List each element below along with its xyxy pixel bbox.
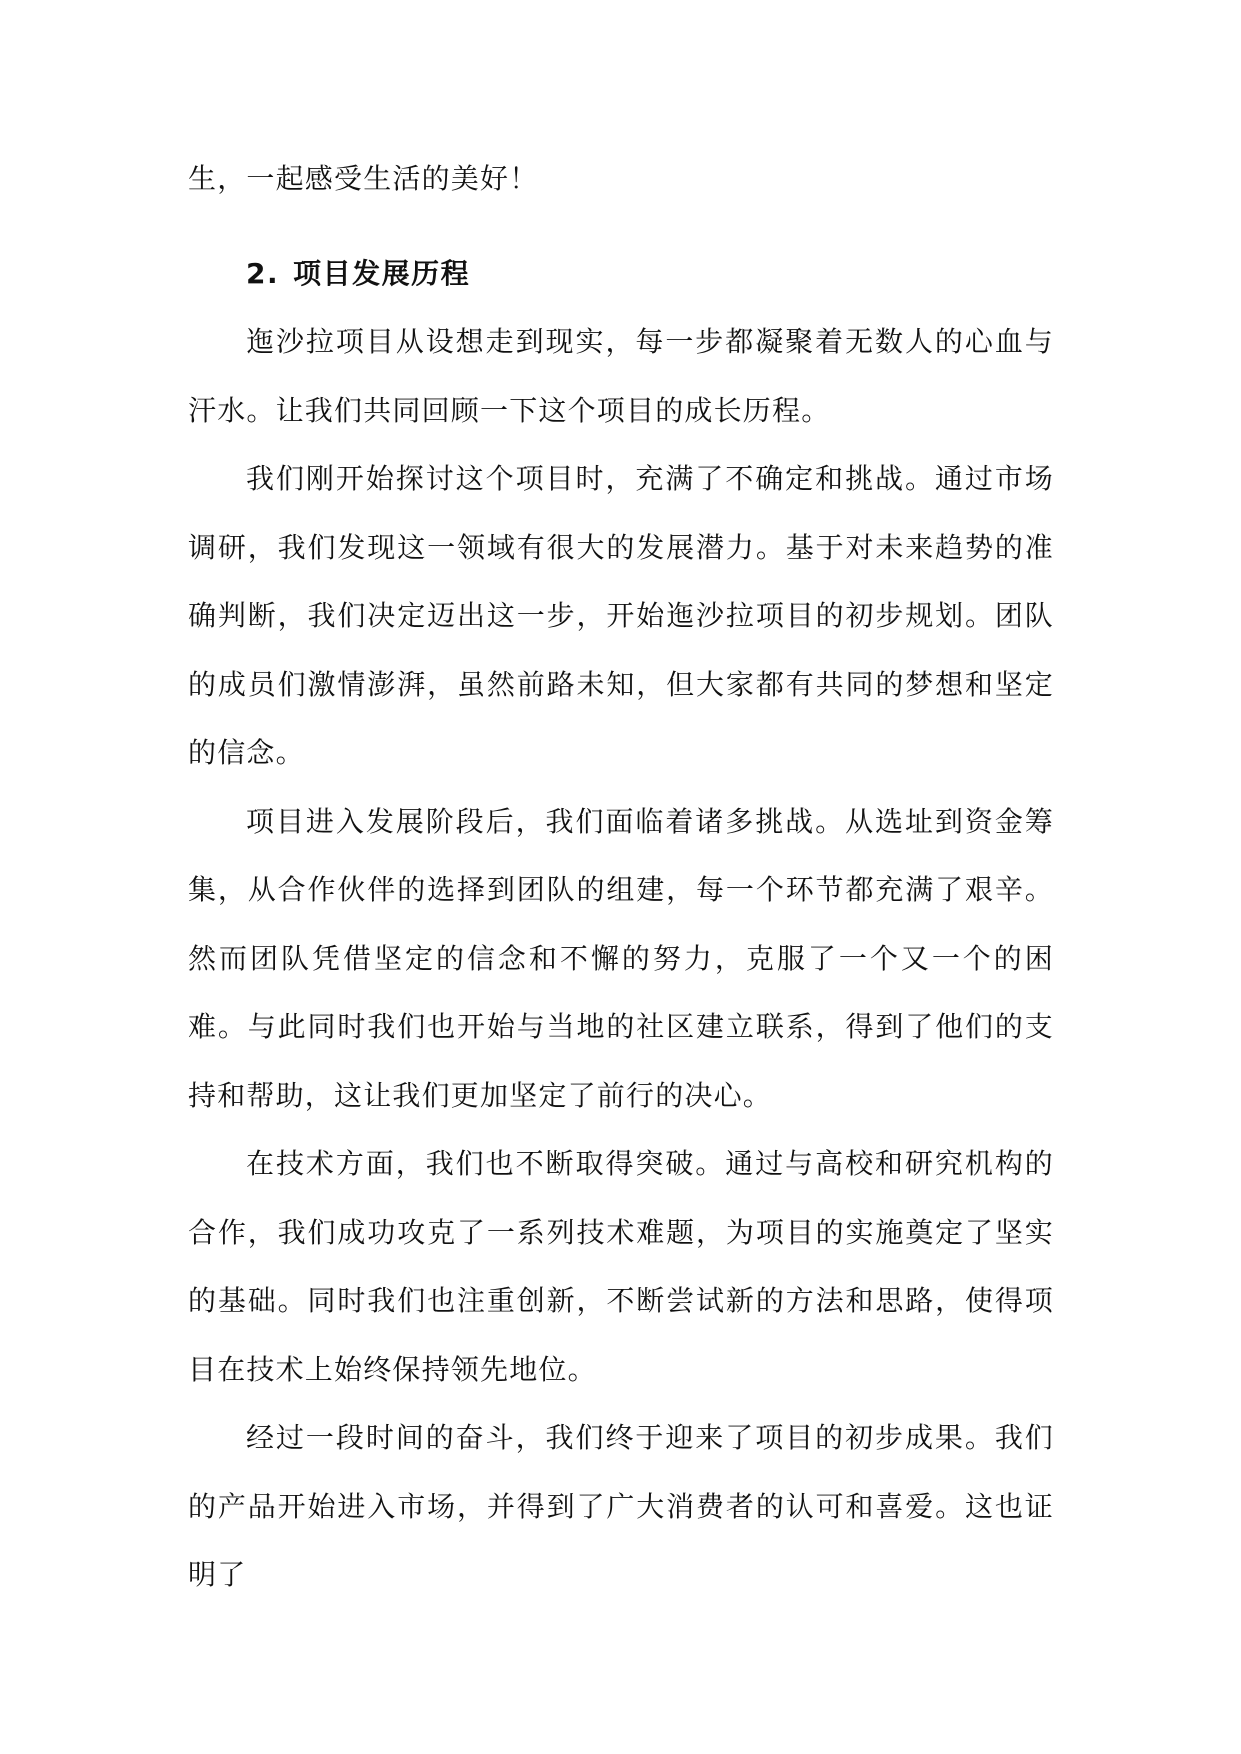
body-paragraph: 在技术方面，我们也不断取得突破。通过与高校和研究机构的合作，我们成功攻克了一系列技术难题，为项目的实施奠定了坚实的基础。同时我们也注重创新，不断尝试新的方法和思路，使得项目在技术上始终保持领先地位。 [188, 1147, 1054, 1386]
section-heading [188, 240, 1054, 309]
body-paragraph: 迤沙拉项目从设想走到现实，每一步都凝聚着无数人的心血与汗水。让我们共同回顾一下这个项目的成长历程。 [188, 325, 1054, 427]
continuation-paragraph: 生，一起感受生活的美好！ [188, 162, 539, 195]
body-paragraph: 我们刚开始探讨这个项目时，充满了不确定和挑战。通过市场调研，我们发现这一领域有很大的发展潜力。基于对未来趋势的准确判断，我们决定迈出这一步，开始迤沙拉项目的初步规划。团队的成员们激情澎湃，虽然前路未知，但大家都有共同的梦想和坚定的信念。 [188, 462, 1054, 769]
body-paragraph: 项目进入发展阶段后，我们面临着诸多挑战。从选址到资金筹集，从合作伙伴的选择到团队的组建，每一个环节都充满了艰辛。然而团队凭借坚定的信念和不懈的努力，克服了一个又一个的困难。与此同时我们也开始与当地的社区建立联系，得到了他们的支持和帮助，这让我们更加坚定了前行的决心。 [188, 804, 1054, 1112]
document-body [188, 145, 1054, 1610]
section-title: 项目发展历程 [293, 256, 471, 290]
body-paragraph: 经过一段时间的奋斗，我们终于迎来了项目的初步成果。我们的产品开始进入市场，并得到了广大消费者的认可和喜爱。这也证明了 [188, 1421, 1054, 1591]
section-number: 2. [246, 256, 280, 290]
